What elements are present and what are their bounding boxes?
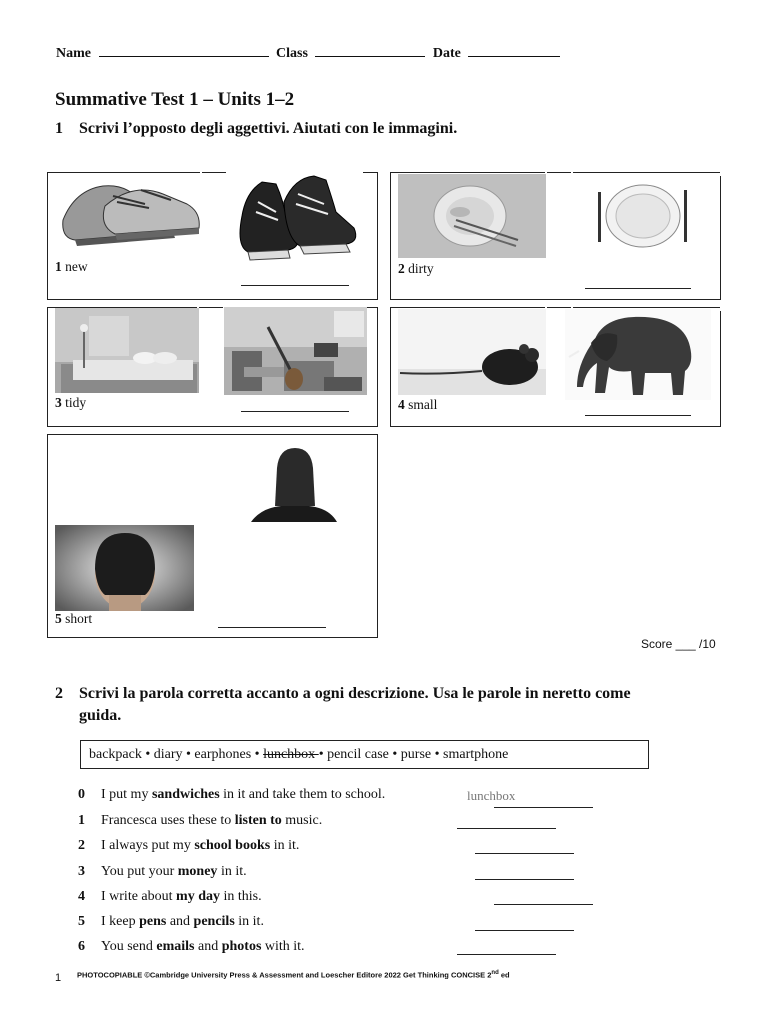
worn-sneakers-photo [228, 172, 363, 268]
answer-line-s5[interactable] [475, 929, 574, 931]
sentence-4: 4 I write about my day in this. [78, 889, 262, 904]
class-field[interactable] [315, 44, 425, 57]
sentence-1: 1 Francesca uses these to listen to music. [78, 813, 323, 828]
short-hair-photo [55, 525, 194, 611]
item-label-5: 5 short [55, 611, 93, 626]
dirty-plate-photo [398, 174, 546, 258]
exercise1-number: 1 [55, 120, 63, 137]
messy-room-photo [224, 307, 367, 395]
sentence-2: 2 I always put my school books in it. [78, 838, 300, 853]
answer-line-s3[interactable] [475, 878, 574, 880]
exercise2-number: 2 [55, 685, 63, 702]
answer-line-s2[interactable] [475, 852, 574, 854]
answer-line-s0[interactable] [494, 806, 593, 808]
date-field[interactable] [468, 44, 560, 57]
date-label: Date [432, 46, 461, 61]
class-label: Class [276, 46, 308, 61]
old-sneakers-photo [55, 176, 202, 252]
sentence-3: 3 You put your money in it. [78, 864, 247, 879]
exercise2-instruction-line1: Scrivi la parola corretta accanto a ogni descrizione. Usa le parole in neretto come [79, 685, 631, 702]
exercise2-heading [55, 683, 725, 727]
word-bank [80, 740, 649, 769]
tidy-bedroom-photo [55, 308, 199, 393]
student-info-header [56, 44, 564, 62]
page-number: 1 [55, 972, 62, 984]
item-label-1: 1 new [55, 259, 88, 274]
answer-line-5[interactable] [218, 626, 326, 628]
item-label-3: 3 tidy [55, 395, 87, 410]
clean-plate-photo [594, 184, 691, 248]
sentence-5: 5 I keep pens and pencils in it. [78, 914, 264, 929]
exercise1-instruction: Scrivi l’opposto degli aggettivi. Aiutati con le immagini. [79, 120, 458, 137]
answer-line-2[interactable] [585, 287, 691, 289]
item-label-4: 4 small [398, 397, 438, 412]
answer-line-3[interactable] [241, 410, 349, 412]
sentence-6: 6 You send emails and photos with it. [78, 939, 305, 954]
mouse-photo [398, 309, 546, 395]
answer-line-s6[interactable] [457, 953, 556, 955]
long-hair-photo [251, 448, 337, 522]
score-label: Score ___ /10 [641, 637, 716, 651]
word-bank-text: backpack • diary • earphones • [89, 747, 264, 762]
sentence-0: 0 I put my sandwiches in it and take them to school. [78, 787, 386, 802]
item-label-2: 2 dirty [398, 261, 434, 276]
elephant-photo [565, 309, 711, 400]
page-title: Summative Test 1 – Units 1–2 [55, 89, 295, 110]
example-answer: lunchbox [467, 788, 516, 803]
answer-line-4[interactable] [585, 414, 691, 416]
answer-line-s4[interactable] [494, 903, 593, 905]
exercise1-heading [55, 120, 457, 138]
word-bank-text-rest: • pencil case • purse • smartphone [318, 747, 509, 762]
name-field[interactable] [99, 44, 269, 57]
name-label: Name [56, 46, 91, 61]
word-bank-used-word: lunchbox [263, 747, 319, 762]
answer-line-1[interactable] [241, 284, 349, 286]
exercise2-instruction-line2: guida. [79, 707, 122, 724]
copyright-footer: PHOTOCOPIABLE ©Cambridge University Press & Assessment and Loescher Editore 2022 Get Thinking CONCISE 2nd ed [77, 970, 510, 980]
answer-line-s1[interactable] [457, 827, 556, 829]
